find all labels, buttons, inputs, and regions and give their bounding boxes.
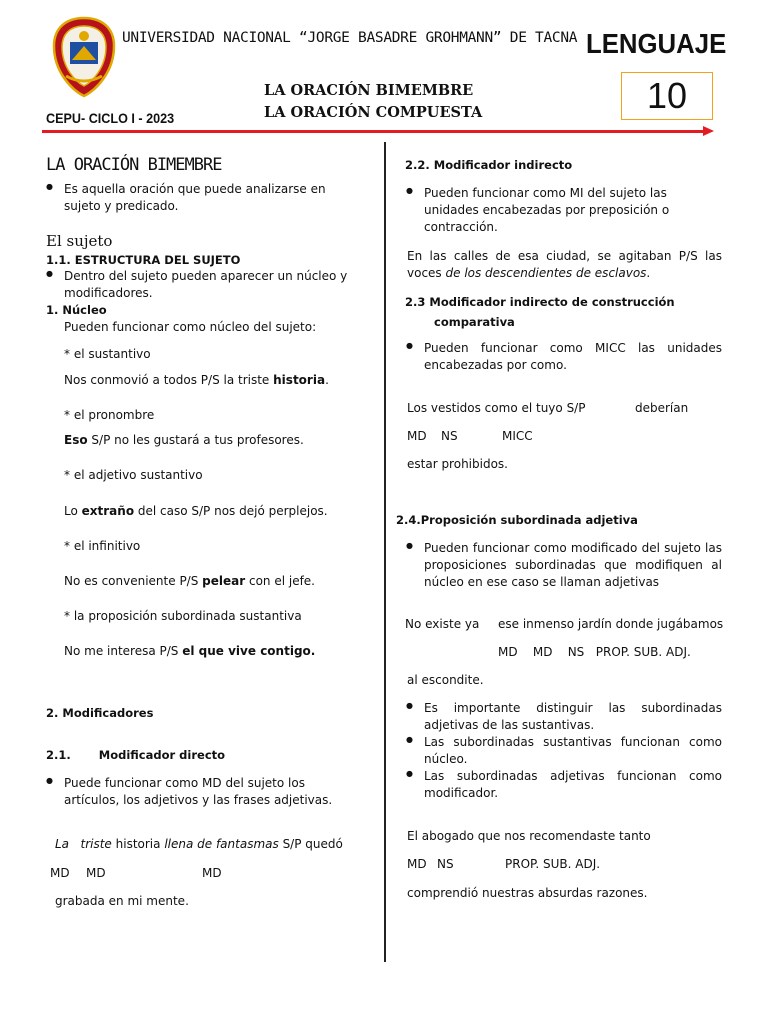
section-heading-sujeto: El sujeto bbox=[46, 232, 113, 250]
example-md: La triste historia llena de fantasmas S/P quedó bbox=[55, 837, 343, 851]
example-proposicion: No me interesa P/S el que vive contigo. bbox=[64, 644, 316, 658]
item-sustantivo: * el sustantivo bbox=[64, 347, 151, 361]
bullet-adjetivas: ● Las subordinadas adjetivas funcionan como modificador. bbox=[424, 768, 722, 802]
example-md-end: grabada en mi mente. bbox=[55, 894, 189, 908]
item-pronombre: * el pronombre bbox=[64, 408, 155, 422]
example-sustantivo: Nos conmovió a todos P/S la triste historia. bbox=[64, 373, 329, 387]
doc-title-line1: LA ORACIÓN BIMEMBRE bbox=[264, 82, 474, 99]
bullet-mi: ● Pueden funcionar como MI del sujeto las unidades encabezadas por preposición o contracción. bbox=[424, 185, 722, 236]
column-divider bbox=[384, 142, 386, 962]
section-heading-bimembre: LA ORACIÓN BIMEMBRE bbox=[46, 155, 222, 175]
example-psa-tags: MD MD NS PROP. SUB. ADJ. bbox=[498, 645, 691, 659]
example-abogado: El abogado que nos recomendaste tanto bbox=[407, 829, 651, 843]
unit-number-box: 10 bbox=[621, 72, 713, 120]
item-infinitivo: * el infinitivo bbox=[64, 539, 141, 553]
example-pronombre: Eso S/P no les gustará a tus profesores. bbox=[64, 433, 304, 447]
subsection-2-2: 2.2. Modificador indirecto bbox=[405, 158, 573, 172]
tag-abogado-ns: NS bbox=[437, 857, 454, 871]
section-modificadores: 2. Modificadores bbox=[46, 706, 154, 720]
example-micc-end: estar prohibidos. bbox=[407, 457, 508, 471]
bullet-structure: ● Dentro del sujeto pueden aparecer un núcleo y modificadores. bbox=[64, 268, 364, 302]
bullet-sustantivas: ● Las subordinadas sustantivas funcionan como núcleo. bbox=[424, 734, 722, 768]
bullet-psa: ● Pueden funcionar como modificado del sujeto las proposiciones subordinadas que modifiquen al núcleo en ese caso se llaman adjetivas bbox=[424, 540, 722, 591]
example-abogado-end: comprendió nuestras absurdas razones. bbox=[407, 886, 648, 900]
example-micc: Los vestidos como el tuyo S/P bbox=[407, 401, 586, 415]
nucleo-intro: Pueden funcionar como núcleo del sujeto: bbox=[64, 320, 317, 334]
subsection-1-1: 1.1. ESTRUCTURA DEL SUJETO bbox=[46, 253, 241, 267]
bullet-micc: ● Pueden funcionar como MICC las unidades encabezadas por como. bbox=[424, 340, 722, 374]
example-psa-cont: ese inmenso jardín donde jugábamos bbox=[498, 617, 724, 631]
subsection-2-4: 2.4.Proposición subordinada adjetiva bbox=[396, 513, 638, 527]
doc-title-line2: LA ORACIÓN COMPUESTA bbox=[264, 104, 483, 121]
example-infinitivo: No es conveniente P/S pelear con el jefe. bbox=[64, 574, 315, 588]
university-name: UNIVERSIDAD NACIONAL “JORGE BASADRE GROHMANN” DE TACNA bbox=[122, 30, 578, 46]
item-adjetivo: * el adjetivo sustantivo bbox=[64, 468, 203, 482]
bullet-definition: ● Es aquella oración que puede analizarse en sujeto y predicado. bbox=[64, 181, 364, 215]
tag-md-2: MD bbox=[86, 866, 106, 880]
subsection-2-3-cont: comparativa bbox=[434, 315, 515, 329]
tag-abogado-md: MD bbox=[407, 857, 427, 871]
tag-abogado-prop: PROP. SUB. ADJ. bbox=[505, 857, 601, 871]
subsection-nucleo: 1. Núcleo bbox=[46, 303, 107, 317]
example-mi: En las calles de esa ciudad, se agitaban P/S las voces de los descendientes de esclavos. bbox=[407, 249, 722, 280]
example-psa: No existe ya bbox=[405, 617, 480, 631]
tag-md-3: MD bbox=[202, 866, 222, 880]
header-divider-line bbox=[42, 130, 705, 133]
subject-title: LENGUAJE bbox=[586, 28, 727, 59]
bullet-md: ● Puede funcionar como MD del sujeto los artículos, los adjetivos y las frases adjetivas. bbox=[64, 775, 364, 809]
example-adjetivo: Lo extraño del caso S/P nos dejó perplejos. bbox=[64, 504, 328, 518]
example-psa-end: al escondite. bbox=[407, 673, 484, 687]
tag-md-1: MD bbox=[50, 866, 70, 880]
tag-micc: MICC bbox=[502, 429, 533, 443]
tag-md: MD bbox=[407, 429, 427, 443]
subsection-2-1: 2.1. Modificador directo bbox=[46, 748, 226, 762]
item-proposicion: * la proposición subordinada sustantiva bbox=[64, 609, 302, 623]
arrow-head-icon bbox=[703, 126, 714, 136]
bullet-distinguish: ● Es importante distinguir las subordinadas adjetivas de las sustantivas. bbox=[424, 700, 722, 734]
university-seal-logo bbox=[52, 16, 116, 98]
example-micc-verb: deberían bbox=[635, 401, 689, 415]
tag-ns: NS bbox=[441, 429, 458, 443]
subsection-2-3: 2.3 Modificador indirecto de construcción bbox=[405, 295, 675, 309]
cycle-label: CEPU- CICLO I - 2023 bbox=[46, 110, 175, 126]
